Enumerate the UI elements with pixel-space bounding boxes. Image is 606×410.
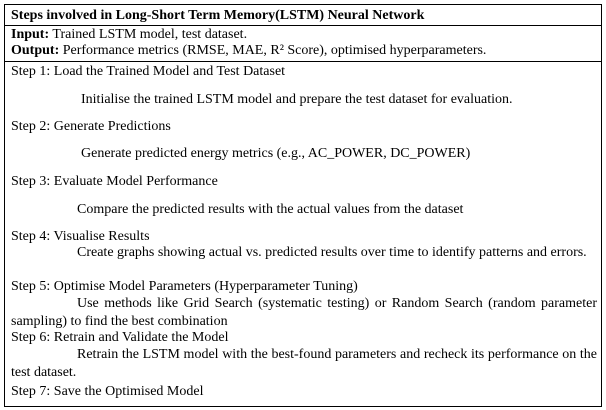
algorithm-table [4, 4, 602, 407]
input-label: Input: [11, 27, 50, 42]
step-3-heading: Step 3: Evaluate Model Performance [11, 174, 218, 189]
output-row [11, 43, 486, 59]
step-4-heading: Step 4: Visualise Results [11, 229, 150, 244]
output-text: Performance metrics (RMSE, MAE, R² Score), optimised hyperparameters. [59, 43, 487, 58]
title-divider [5, 25, 601, 26]
step-1-detail: Initialise the trained LSTM model and prepare the test dataset for evaluation. [81, 92, 513, 107]
step-6-detail: Retrain the LSTM model with the best-found parameters and recheck its performance on the test dataset. [11, 347, 597, 380]
input-row [11, 27, 247, 43]
step-3-detail: Compare the predicted results with the actual values from the dataset [77, 202, 464, 217]
step-7-heading: Step 7: Save the Optimised Model [11, 384, 204, 399]
io-divider [5, 61, 601, 62]
step-5-detail: Use methods like Grid Search (systematic testing) or Random Search (random parameter sampling) to find the best combination [11, 296, 597, 329]
step-5-heading: Step 5: Optimise Model Parameters (Hyperparameter Tuning) [11, 279, 358, 294]
step-4-detail: Create graphs showing actual vs. predicted results over time to identify patterns and errors. [77, 245, 587, 260]
output-label: Output: [11, 43, 60, 58]
step-1-heading: Step 1: Load the Trained Model and Test Dataset [11, 64, 286, 79]
step-6-heading: Step 6: Retrain and Validate the Model [11, 330, 229, 345]
input-text: Trained LSTM model, test dataset. [49, 27, 248, 42]
step-2-heading: Step 2: Generate Predictions [11, 119, 171, 134]
table-title: Steps involved in Long-Short Term Memory(LSTM) Neural Network [11, 8, 425, 23]
step-2-detail: Generate predicted energy metrics (e.g., AC_POWER, DC_POWER) [81, 146, 471, 161]
